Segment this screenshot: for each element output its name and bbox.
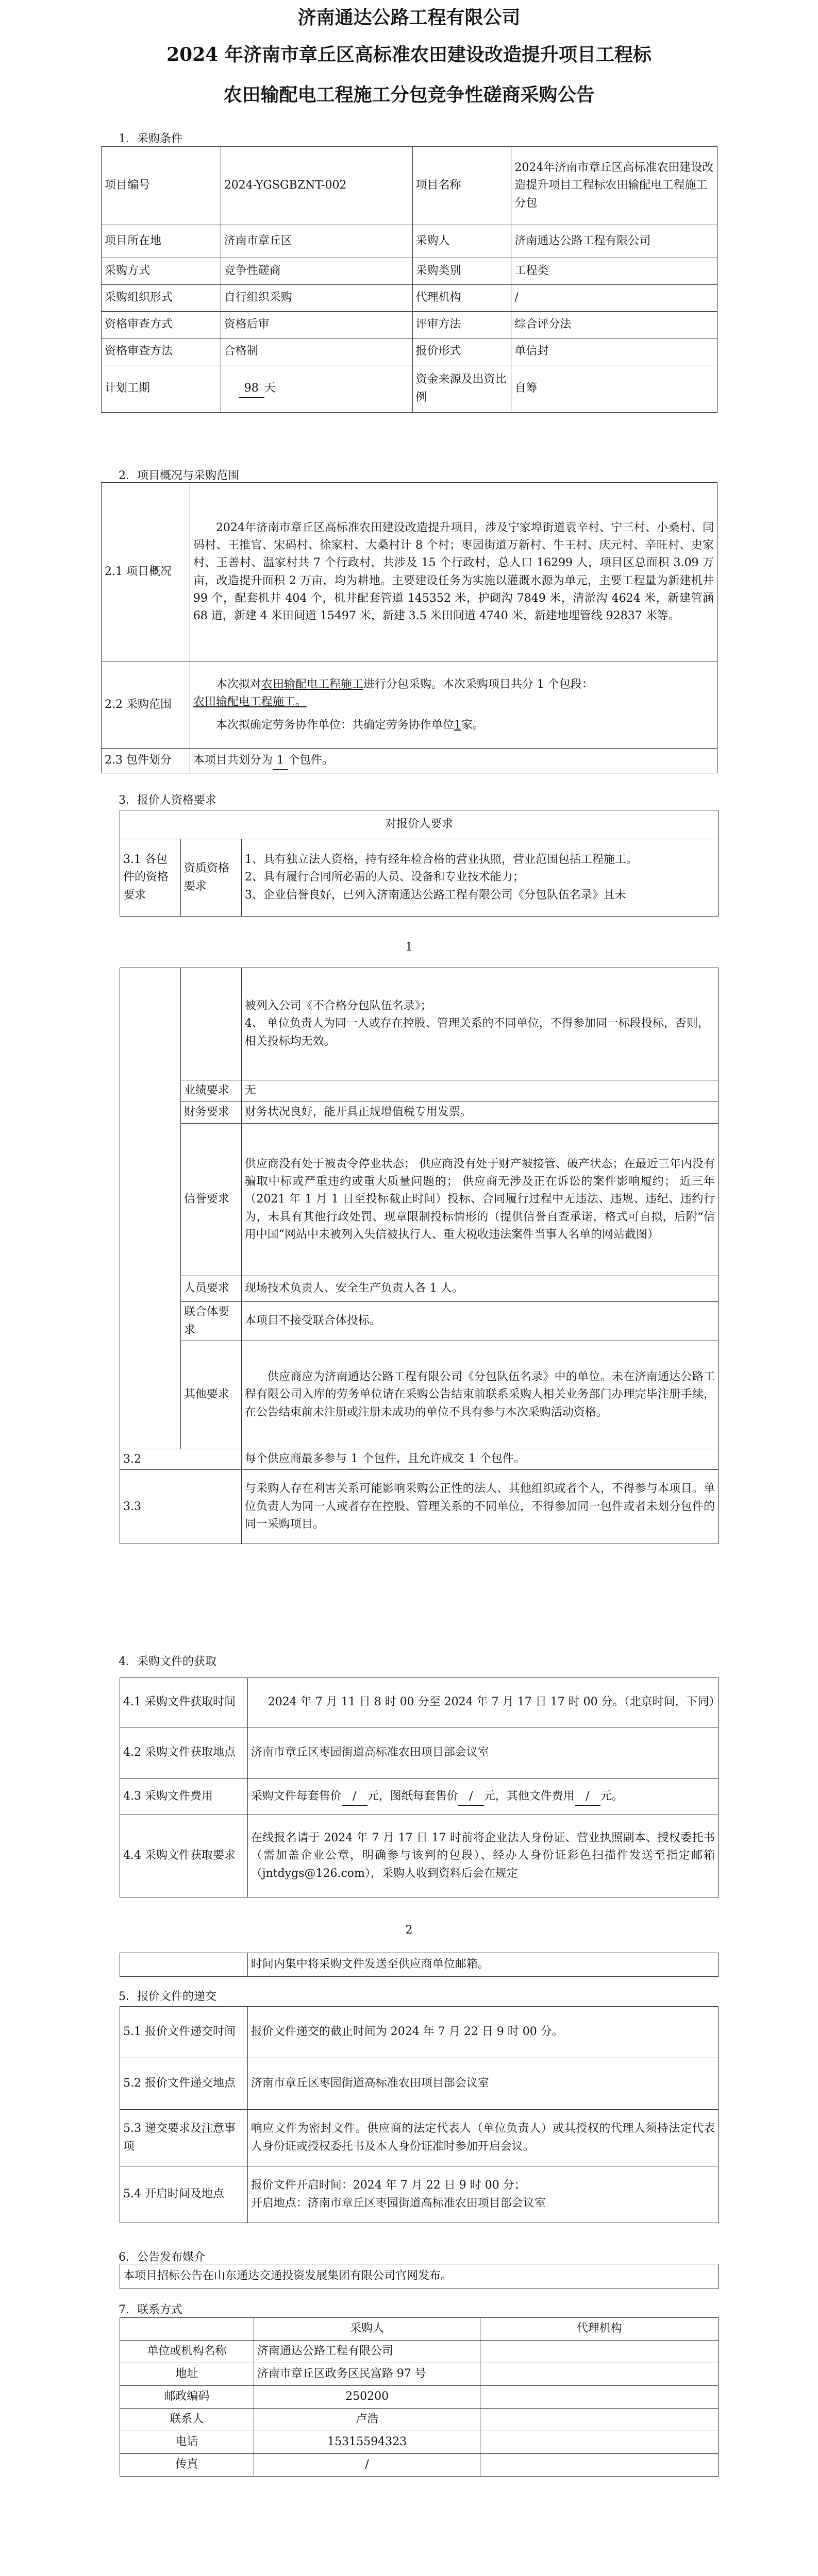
contact-agent — [480, 2431, 719, 2454]
cell-key: 信誉要求 — [180, 1124, 241, 1276]
duration-days: 98 — [239, 380, 264, 398]
scope-package: 农田输配电工程施工。 — [193, 696, 307, 709]
scope-work-name: 农田输配电工程施工 — [261, 678, 363, 691]
contact-value: 卢浩 — [254, 2409, 480, 2431]
document-acquisition-table-cont — [120, 1953, 719, 1977]
cell-value: 综合评分法 — [511, 312, 717, 338]
contact-key: 地址 — [120, 2363, 254, 2386]
cell-key: 人员要求 — [180, 1276, 241, 1302]
cell-key: 4.2 采购文件获取地点 — [120, 1727, 248, 1779]
cell-key: 报价形式 — [412, 338, 511, 365]
cell-value: 现场技术负责人、安全生产负责人各 1 人。 — [241, 1276, 718, 1302]
cell-key: 联合体要求 — [180, 1302, 241, 1341]
section-4-heading: 4．采购文件的获取 — [119, 1655, 216, 1668]
cell-value: 竞争性磋商 — [221, 258, 412, 285]
qual-values — [241, 839, 718, 917]
qual-item-2: 2、具有履行合同所必需的人员、设备和专业技术能力； — [244, 871, 524, 884]
cell-key: 5.2 报价文件递交地点 — [120, 2058, 248, 2110]
section-6-heading: 6．公告发布媒介 — [119, 2251, 205, 2264]
cell-value: 响应文件为密封文件。供应商的法定代表人（单位负责人）或其授权的代理人须持法定代表人身份证或授权委托书及本人身份证准时参加开启会议。 — [247, 2110, 718, 2166]
procurement-conditions-table — [101, 146, 717, 413]
contact-agent — [480, 2386, 719, 2409]
cell-value: 资格后审 — [221, 312, 412, 338]
contact-header-blank — [120, 2318, 254, 2341]
scope-text — [190, 662, 717, 749]
fee-e: 元，其他文件费用 — [483, 1789, 575, 1803]
qual-item-3: 3、企业信誉良好，已列入济南通达公路工程有限公司《分包队伍名录》且未 — [244, 888, 626, 902]
r32-b: 1 — [347, 1450, 362, 1468]
contact-agent — [480, 2341, 719, 2363]
project-overview-text: 2024年济南市章丘区高标准农田建设改造提升项目，涉及宁家埠街道袁辛村、宁三村、小桑村、闫码村、王推官、宋码村、徐家村、大桑村计 8 个村；枣园街道万新村、牛王村、庆元村、辛旺村、史家村、王善村、温家村共 7 个行政村，共涉及 15 个行政村，总人口 16299 人，项目区总面积 3.09 万亩，改造提升面积 2 万亩，均为耕地。主要建设任务为实施以灌溉水源为单元，主要工程量为新建机井 99 个，配套机井 404 个，机井配套管道 145352 米，护砌沟 7849 米，清淤沟 4624 米，新建管涵 68 道，新建 4 米田间道 15497 米，新建 3.5 米田间道 4740 米，新建地埋管线 92837 米等。 — [190, 483, 717, 662]
contact-value: 15315594323 — [254, 2431, 480, 2454]
contact-key: 联系人 — [120, 2409, 254, 2431]
cell-key: 采购方式 — [102, 258, 221, 285]
contact-value: 250200 — [254, 2386, 480, 2409]
cell-key: 采购类别 — [412, 258, 511, 285]
scope-text-c: 进行分包采购。本次采购项目共分 1 个包段： — [363, 678, 593, 691]
cell-key: 项目名称 — [412, 147, 511, 225]
cell-key: 计划工期 — [102, 365, 221, 413]
cell-value — [241, 1449, 718, 1470]
section-2-heading: 2．项目概况与采购范围 — [119, 469, 239, 482]
contact-key: 邮政编码 — [120, 2386, 254, 2409]
cell-key: 资金来源及出资比例 — [412, 365, 511, 413]
cell-value: 合格制 — [221, 338, 412, 365]
qual-outer-key: 3.1 各包件的资格要求 — [120, 839, 181, 917]
cell-value: 2024年济南市章丘区高标准农田建设改造提升项目工程标农田输配电工程施工分包 — [511, 147, 717, 225]
fee-d: / — [458, 1788, 484, 1806]
contact-value: / — [254, 2454, 480, 2477]
page-number-2: 2 — [405, 1924, 413, 1937]
qual-outer-cont — [120, 968, 181, 1449]
qual-values-cont — [241, 968, 718, 1080]
duration-unit: 天 — [264, 381, 276, 395]
r32-c: 个包件，且允许成交 — [362, 1452, 464, 1465]
cell-key: 资格审查方式 — [102, 312, 221, 338]
contact-key: 单位或机构名称 — [120, 2341, 254, 2363]
cell-value: 济南市章丘区枣园街道高标准农田项目部会议室 — [247, 2058, 718, 2110]
cell-key: 4.1 采购文件获取时间 — [120, 1678, 248, 1727]
cell-value: / — [511, 285, 717, 312]
contact-key: 电话 — [120, 2431, 254, 2454]
opening-place: 开启地点：济南市章丘区枣园街道高标准农田项目部会议室 — [251, 2196, 546, 2210]
cell-key — [120, 1953, 248, 1977]
cell-key: 采购人 — [412, 225, 511, 258]
cell-key: 其他要求 — [180, 1341, 241, 1449]
cell-key: 评审方法 — [412, 312, 511, 338]
cell-value — [247, 2166, 718, 2223]
cell-value: 在线报名请于 2024 年 7 月 17 日 17 时前将企业法人身份证、营业执照副本、授权委托书（需加盖企业公章，明确参与该判的包段）、经办人身份证彩色扫描件发送至指定邮箱（jntdygs@126.com），采购人收到资料后会在规定 — [247, 1815, 718, 1897]
cell-key: 采购组织形式 — [102, 285, 221, 312]
scope-labor-count: 1 — [454, 718, 461, 732]
fee-c: 元，图纸每套售价 — [367, 1789, 458, 1803]
cell-key: 项目所在地 — [102, 225, 221, 258]
cell-value — [247, 1779, 718, 1815]
cell-key: 财务要求 — [180, 1102, 241, 1124]
cell-key: 资格审查方法 — [102, 338, 221, 365]
qual-inner-cont — [180, 968, 241, 1080]
cell-key: 3.3 — [120, 1470, 242, 1544]
media-text: 本项目招标公告在山东通达交通投资发展集团有限公司官网发布。 — [120, 2264, 719, 2289]
cell-value: 财务状况良好，能开具正规增值税专用发票。 — [241, 1102, 718, 1124]
cell-key: 业绩要求 — [180, 1080, 241, 1102]
cell-value: 济南市章丘区枣园街道高标准农田项目部会议室 — [247, 1727, 718, 1779]
scope-text-a: 本次拟对 — [215, 678, 261, 691]
cell-value: 自筹 — [511, 365, 717, 413]
document-acquisition-table — [120, 1677, 719, 1897]
project-overview-table — [101, 482, 717, 773]
cell-key: 5.3 递交要求及注意事项 — [120, 2110, 248, 2166]
qualification-header: 对报价人要求 — [120, 810, 719, 839]
title-line-2: 农田输配电工程施工分包竞争性磋商采购公告 — [223, 84, 595, 106]
section-7-heading: 7．联系方式 — [119, 2303, 182, 2316]
cell-value: 时间内集中将采购文件发送至供应商单位邮箱。 — [247, 1953, 718, 1977]
section-3-heading: 3．报价人资格要求 — [119, 794, 216, 807]
cell-key: 4.3 采购文件费用 — [120, 1779, 248, 1815]
pkg-a: 本项目共划分为 — [193, 753, 273, 767]
fee-b: / — [342, 1788, 368, 1806]
contact-agent — [480, 2363, 719, 2386]
contact-header-buyer: 采购人 — [254, 2318, 480, 2341]
fee-f: / — [575, 1788, 600, 1806]
cell-key: 3.2 — [120, 1449, 242, 1470]
cell-value: 济南市章丘区 — [221, 225, 412, 258]
cell-key: 2.1 项目概况 — [102, 483, 190, 662]
cell-key: 4.4 采购文件获取要求 — [120, 1815, 248, 1897]
cell-value: 本项目不接受联合体投标。 — [241, 1302, 718, 1341]
contact-header-agent: 代理机构 — [480, 2318, 719, 2341]
r32-d: 1 — [464, 1450, 480, 1468]
contact-agent — [480, 2454, 719, 2477]
page-number-1: 1 — [405, 941, 413, 954]
cell-key: 5.4 开启时间及地点 — [120, 2166, 248, 2223]
cell-key: 代理机构 — [412, 285, 511, 312]
cell-value: 供应商没有处于被责令停业状态； 供应商没有处于财产被接管、破产状态；在最近三年内没有骗取中标或严重违约或重大质量问题的； 供应商无涉及正在诉讼的案件影响履约； 近三年（2021 年 1 月 1 日至投标截止时间）投标、合同履行过程中无违法、违规、违纪、违约行为，未具有其他行政处罚、现章限制投标情形的（提供信誉自查承诺，格式可自拟，后附“信用中国”网站中未被列入失信被执行人、重大税收违法案件当事人名单的网站截图） — [241, 1124, 718, 1276]
qualification-table-page1 — [120, 810, 719, 917]
pkg-count: 1 — [273, 752, 288, 770]
qual-item-4: 4、 单位负责人为同一人或存在控股、管理关系的不同单位，不得参加同一标段投标，否则，相关投标均无效。 — [244, 1017, 709, 1048]
cell-value — [221, 365, 412, 413]
cell-value: 供应商应为济南通达公路工程有限公司《分包队伍名录》中的单位。未在济南通达公路工程有限公司入库的劳务单位请在采购公告结束前联系采购人相关业务部门办理完毕注册手续，在公告结束前未注册或注册未成功的单位不具有参与本次采购活动资格。 — [241, 1341, 718, 1449]
company-title: 济南通达公路工程有限公司 — [297, 7, 521, 28]
contact-table — [120, 2317, 719, 2477]
scope-labor-a: 本次拟确定劳务协作单位：共确定劳务协作单位 — [215, 718, 454, 732]
cell-key: 2.2 采购范围 — [102, 662, 190, 749]
cell-value: 自行组织采购 — [221, 285, 412, 312]
media-table — [120, 2264, 719, 2289]
cell-key: 项目编号 — [102, 147, 221, 225]
title-line-1: 2024 年济南市章丘区高标准农田建设改造提升项目工程标 — [166, 44, 652, 65]
cell-value: 2024-YGSGBZNT-002 — [221, 147, 412, 225]
section-5-heading: 5．报价文件的递交 — [119, 1990, 216, 2003]
cell-value: 济南通达公路工程有限公司 — [511, 225, 717, 258]
pkg-c: 个包件。 — [288, 753, 333, 767]
r32-a: 每个供应商最多参与 — [244, 1452, 347, 1465]
fee-a: 采购文件每套售价 — [251, 1789, 342, 1803]
cell-key: 5.1 报价文件递交时间 — [120, 2007, 248, 2058]
package-division-text — [190, 749, 717, 773]
qual-item-3-cont: 被列入公司《不合格分包队伍名录》； — [244, 999, 432, 1013]
cell-value: 工程类 — [511, 258, 717, 285]
contact-key: 传真 — [120, 2454, 254, 2477]
cell-key: 2.3 包件划分 — [102, 749, 190, 773]
qualification-table-page2 — [120, 968, 719, 1544]
r32-e: 个包件。 — [479, 1452, 525, 1465]
scope-labor-c: 家。 — [461, 718, 484, 732]
submission-table — [120, 2006, 719, 2223]
contact-value: 济南通达公路工程有限公司 — [254, 2341, 480, 2363]
qual-inner-key: 资质资格要求 — [180, 839, 241, 917]
contact-agent — [480, 2409, 719, 2431]
cell-value: 与采购人存在利害关系可能影响采购公正性的法人、其他组织或者个人，不得参与本项目。单位负责人为同一人或者存在控股、管理关系的不同单位，不得参加同一包件或者未划分包件的同一采购项目。 — [241, 1470, 718, 1544]
cell-value: 无 — [241, 1080, 718, 1102]
qual-item-1: 1、具有独立法人资格，持有经年检合格的营业执照，营业范围包括工程施工。 — [244, 853, 638, 867]
opening-time: 报价文件开启时间：2024 年 7 月 22 日 9 时 00 分； — [251, 2179, 526, 2192]
cell-value: 2024 年 7 月 11 日 8 时 00 分至 2024 年 7 月 17 日 17 时 00 分。（北京时间，下同） — [247, 1678, 718, 1727]
contact-value: 济南市章丘区政务区民富路 97 号 — [254, 2363, 480, 2386]
cell-value: 报价文件递交的截止时间为 2024 年 7 月 22 日 9 时 00 分。 — [247, 2007, 718, 2058]
section-1-heading: 1．采购条件 — [119, 132, 182, 145]
fee-g: 元。 — [600, 1789, 623, 1803]
cell-value: 单信封 — [511, 338, 717, 365]
